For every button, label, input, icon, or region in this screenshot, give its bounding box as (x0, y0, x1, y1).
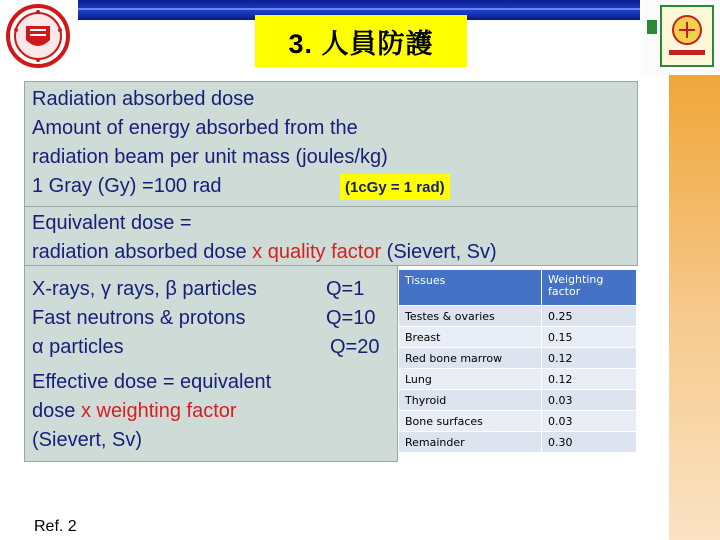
right-side-bar (669, 75, 720, 540)
weighting-factor-term: weighting factor (90, 400, 237, 422)
emblem-icon (643, 0, 720, 75)
gray-definition: 1 Gray (Gy) =100 rad (32, 175, 222, 197)
weight-cell: 0.15 (542, 327, 637, 348)
equivalent-dose-heading: Equivalent dose = (32, 212, 192, 234)
tissue-cell: Breast (399, 327, 542, 348)
cgy-note: (1cGy = 1 rad) (340, 174, 450, 200)
title-highlight (255, 15, 467, 67)
tissue-cell: Testes & ovaries (399, 306, 542, 327)
tissue-cell: Remainder (399, 432, 542, 453)
header-stripe (78, 8, 640, 10)
tissue-cell: Bone surfaces (399, 411, 542, 432)
quality-factor-row (32, 307, 245, 330)
slide-title: 3. 人員防護 (288, 28, 434, 59)
absorbed-dose-line-1: Amount of energy absorbed from the (32, 117, 358, 139)
dose-word: dose (32, 400, 81, 422)
quality-factor-row (32, 336, 124, 359)
weight-cell: 0.12 (542, 369, 637, 390)
radiation-type: Fast neutrons & protons (32, 307, 246, 329)
column-header-weighting: Weighting factor (542, 270, 637, 306)
table-row (399, 390, 637, 411)
effective-dose-line-1 (32, 371, 271, 394)
school-logo-left (0, 0, 78, 75)
multiply-sign: x (80, 400, 91, 422)
tissue-weighting-table (398, 269, 637, 453)
quality-factor-row (32, 278, 257, 301)
multiply-sign: x (252, 241, 263, 263)
tissue-cell: Lung (399, 369, 542, 390)
effective-dose-line-2 (32, 400, 237, 423)
column-header-tissues: Tissues (399, 270, 542, 306)
table-row (399, 306, 637, 327)
quality-factor-value: Q=1 (326, 278, 365, 300)
effective-dose-eq: = equivalent (157, 371, 272, 393)
radiation-type: X-rays, γ rays, β particles (32, 278, 257, 300)
weight-cell: 0.12 (542, 348, 637, 369)
tissue-cell: Thyroid (399, 390, 542, 411)
effective-dose-unit: (Sievert, Sv) (32, 429, 143, 451)
seal-icon (0, 0, 78, 75)
formula-text: radiation absorbed dose (32, 241, 253, 263)
absorbed-dose-line-2: radiation beam per unit mass (joules/kg) (32, 146, 388, 168)
radiation-type: α particles (32, 336, 124, 358)
table-row (399, 411, 637, 432)
weight-cell: 0.03 (542, 390, 637, 411)
reference-label: Ref. 2 (34, 518, 77, 535)
effective-dose-term: Effective dose (32, 371, 158, 393)
school-logo-right (643, 0, 720, 75)
table-row (399, 327, 637, 348)
table-header-row (399, 270, 637, 306)
sievert-unit: (Sievert, Sv) (381, 241, 497, 263)
weight-cell: 0.03 (542, 411, 637, 432)
quality-factor-term: quality factor (262, 241, 382, 263)
absorbed-dose-heading: Radiation absorbed dose (32, 88, 255, 110)
table-row (399, 348, 637, 369)
quality-factor-value: Q=10 (326, 307, 376, 329)
equivalent-dose-formula (32, 241, 497, 264)
table-row (399, 369, 637, 390)
weight-cell: 0.30 (542, 432, 637, 453)
weight-cell: 0.25 (542, 306, 637, 327)
tissue-cell: Red bone marrow (399, 348, 542, 369)
quality-factor-value: Q=20 (330, 336, 380, 358)
table-row (399, 432, 637, 453)
